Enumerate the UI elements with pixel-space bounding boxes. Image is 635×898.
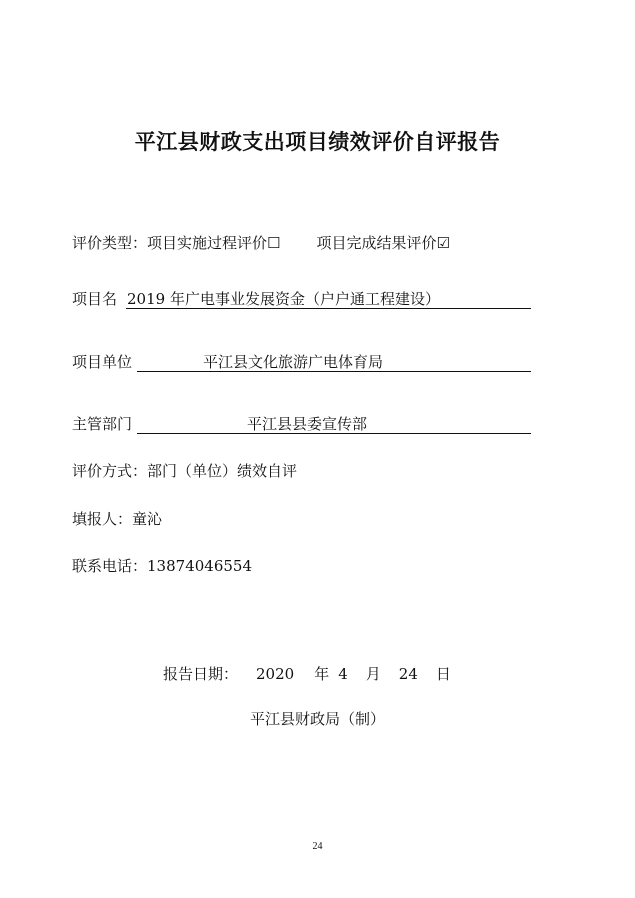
option-result-checkbox[interactable]: ☑ [436, 234, 450, 252]
project-name-value: 2019 年广电事业发展资金（户户通工程建设） [127, 290, 440, 308]
issuer: 平江县财政局（制） [249, 710, 385, 728]
project-name-label: 项目名 [72, 290, 118, 308]
supervisor-value: 平江县县委宣传部 [247, 415, 368, 433]
phone-value: 13874046554 [147, 557, 252, 575]
option-process-label: 项目实施过程评价 [147, 234, 268, 252]
reporter-label: 填报人： [72, 510, 133, 528]
evaluation-type-label: 评价类型： [72, 234, 148, 252]
evaluation-method-row [72, 461, 297, 481]
evaluation-type-row [72, 233, 450, 253]
supervisor-label: 主管部门 [72, 415, 133, 433]
option-process-checkbox[interactable]: ☐ [267, 234, 281, 252]
report-date-label: 报告日期： [163, 665, 239, 683]
supervisor-field [137, 414, 531, 434]
evaluation-method-label: 评价方式： [72, 462, 148, 480]
option-result-label: 项目完成结果评价 [316, 234, 437, 252]
evaluation-method-value: 部门（单位）绩效自评 [147, 462, 298, 480]
report-date-row [163, 664, 451, 684]
report-day: 24 [398, 665, 418, 683]
report-year-unit: 年 [314, 665, 330, 683]
project-name-field [126, 289, 531, 309]
report-month: 4 [338, 665, 348, 683]
project-unit-label: 项目单位 [72, 353, 133, 371]
phone-row [72, 556, 252, 576]
phone-label: 联系电话： [72, 557, 148, 575]
page-number: 24 [312, 841, 323, 852]
document-title: 平江县财政支出项目绩效评价自评报告 [134, 130, 501, 154]
report-month-unit: 月 [365, 665, 381, 683]
project-unit-value: 平江县文化旅游广电体育局 [203, 353, 384, 371]
reporter-row [72, 509, 162, 529]
report-day-unit: 日 [435, 665, 451, 683]
report-year: 2020 [256, 665, 295, 683]
reporter-value: 童沁 [132, 510, 163, 528]
project-unit-field [137, 352, 531, 372]
